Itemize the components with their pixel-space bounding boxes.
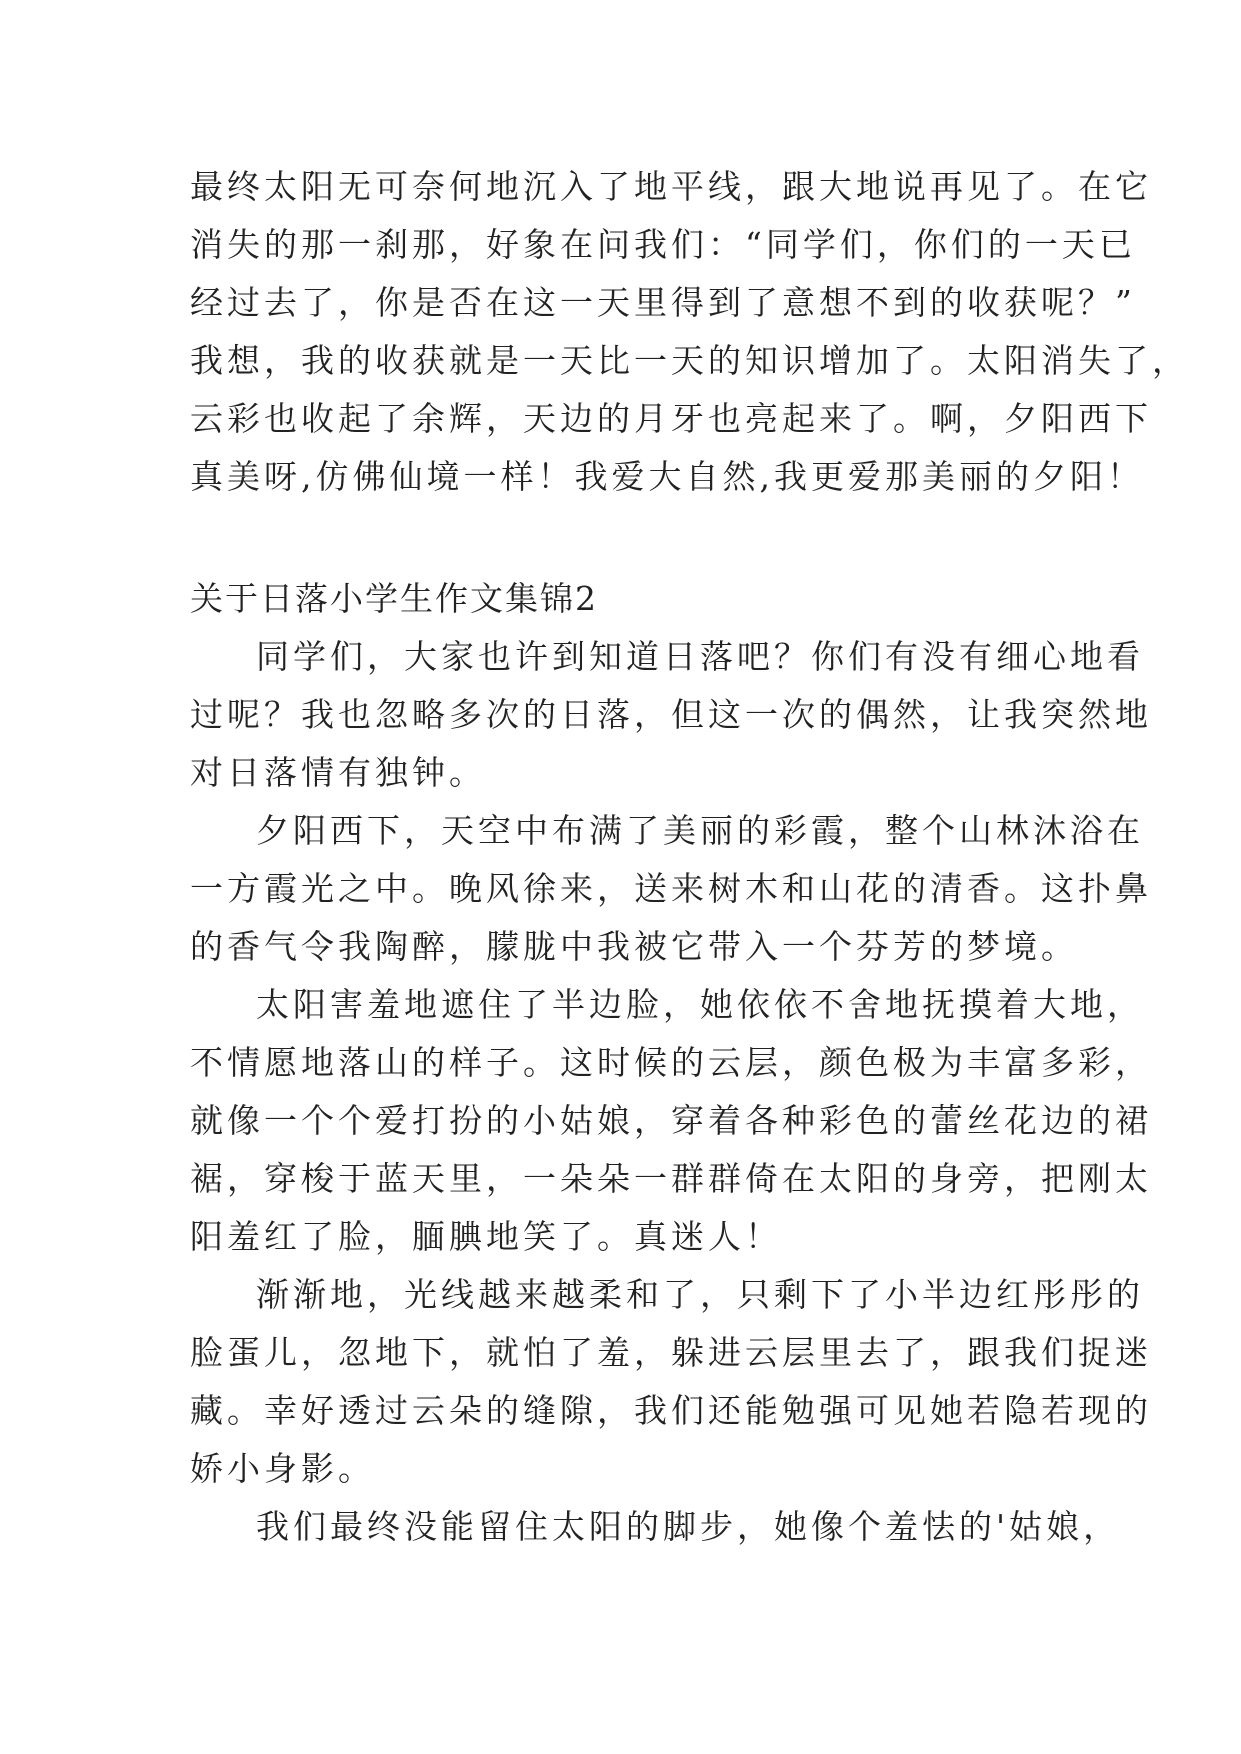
text-line: 娇小身影。 bbox=[190, 1449, 375, 1488]
text-line: 消失的那一刹那，好象在问我们：“同学们，你们的一天已 bbox=[190, 225, 1136, 264]
text-line: 我想，我的收获就是一天比一天的知识增加了。太阳消失了， bbox=[190, 341, 1189, 380]
section-title: 关于日落小学生作文集锦2 bbox=[190, 579, 598, 618]
text-line: 阳羞红了脸，腼腆地笑了。真迷人！ bbox=[190, 1217, 782, 1256]
text-line: 不情愿地落山的样子。这时候的云层，颜色极为丰富多彩， bbox=[190, 1043, 1152, 1082]
text-line: 裾，穿梭于蓝天里，一朵朵一群群倚在太阳的身旁，把刚太 bbox=[190, 1159, 1152, 1198]
text-line: 就像一个个爱打扮的小姑娘，穿着各种彩色的蕾丝花边的裙 bbox=[190, 1101, 1152, 1140]
text-line: 太阳害羞地遮住了半边脸，她依依不舍地抚摸着大地， bbox=[256, 985, 1144, 1024]
text-line: 经过去了，你是否在这一天里得到了意想不到的收获呢？” bbox=[190, 283, 1136, 322]
document-body bbox=[190, 158, 1189, 1556]
text-line: 云彩也收起了余辉，天边的月牙也亮起来了。啊，夕阳西下 bbox=[190, 399, 1152, 438]
text-line: 夕阳西下，天空中布满了美丽的彩霞，整个山林沐浴在 bbox=[256, 811, 1144, 850]
text-line: 同学们，大家也许到知道日落吧？你们有没有细心地看 bbox=[256, 637, 1144, 676]
text-line: 对日落情有独钟。 bbox=[190, 753, 486, 792]
text-line: 最终太阳无可奈何地沉入了地平线，跟大地说再见了。在它 bbox=[190, 167, 1152, 206]
text-line: 的香气令我陶醉，朦胧中我被它带入一个芬芳的梦境。 bbox=[190, 927, 1078, 966]
paragraph-2 bbox=[190, 802, 1152, 976]
paragraph-4 bbox=[190, 1266, 1152, 1498]
paragraph-3 bbox=[190, 976, 1152, 1266]
text-line: 脸蛋儿，忽地下，就怕了羞，躲进云层里去了，跟我们捉迷 bbox=[190, 1333, 1152, 1372]
text-line: 藏。幸好透过云朵的缝隙，我们还能勉强可见她若隐若现的 bbox=[190, 1391, 1152, 1430]
intro-paragraph bbox=[190, 158, 1189, 506]
text-line: 一方霞光之中。晚风徐来，送来树木和山花的清香。这扑鼻 bbox=[190, 869, 1152, 908]
paragraph-5 bbox=[190, 1498, 1121, 1556]
text-line: 真美呀,仿佛仙境一样！我爱大自然,我更爱那美丽的夕阳！ bbox=[190, 457, 1144, 496]
text-line: 过呢？我也忽略多次的日落，但这一次的偶然，让我突然地 bbox=[190, 695, 1152, 734]
paragraph-1 bbox=[190, 628, 1152, 802]
text-line: 我们最终没能留住太阳的脚步，她像个羞怯的'姑娘， bbox=[256, 1507, 1121, 1546]
text-line: 渐渐地，光线越来越柔和了，只剩下了小半边红彤彤的 bbox=[256, 1275, 1144, 1314]
